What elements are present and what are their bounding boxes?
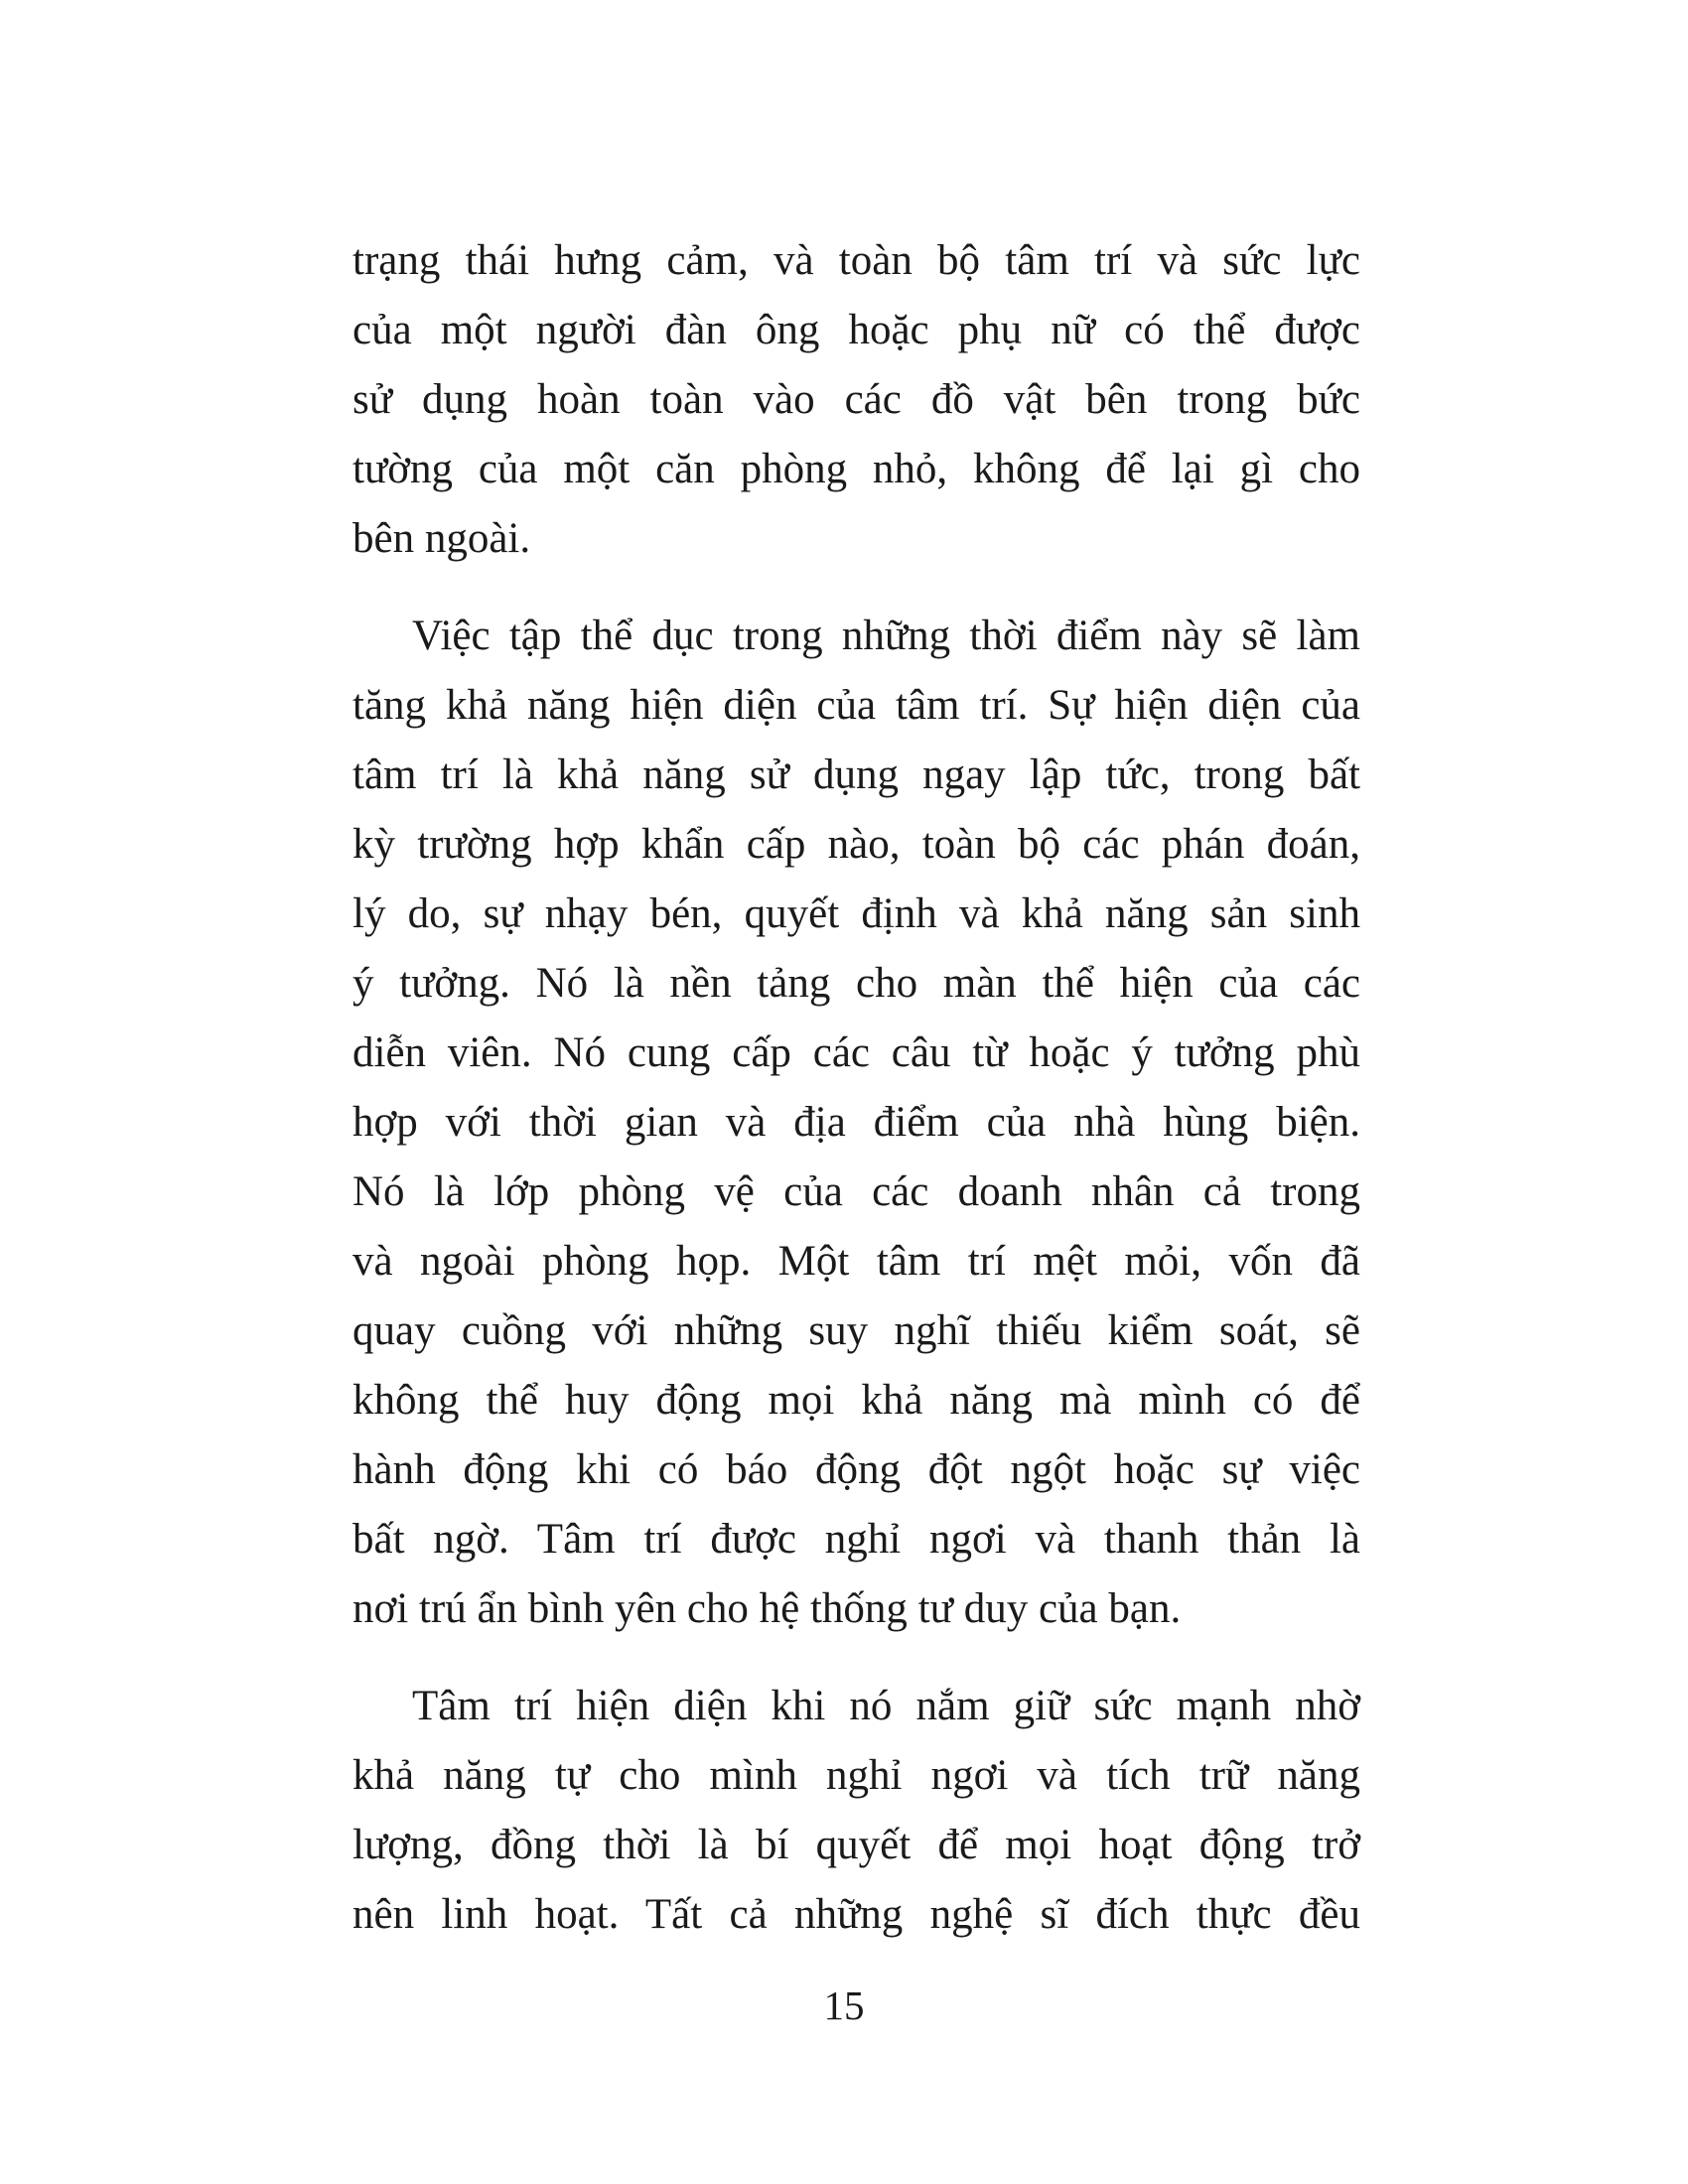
text-line: Việc tập thể dục trong những thời điểm này sẽ làm [412,613,1360,659]
text-line: trạng thái hưng cảm, và toàn bộ tâm trí và sức lực [352,237,1360,284]
text-line: ý tưởng. Nó là nền tảng cho màn thể hiện của các [352,960,1360,1007]
paragraph [352,602,1360,1644]
text-line: tâm trí là khả năng sử dụng ngay lập tức, trong bất [352,751,1360,798]
text-line: sử dụng hoàn toàn vào các đồ vật bên trong bức [352,376,1360,423]
text-line: và ngoài phòng họp. Một tâm trí mệt mỏi, vốn đã [352,1238,1360,1285]
text-line: bất ngờ. Tâm trí được nghỉ ngơi và thanh thản là [352,1516,1360,1563]
text-line: bên ngoài. [352,515,531,562]
page-number: 15 [823,1982,865,2028]
text-block [352,226,1360,1950]
text-line: kỳ trường hợp khẩn cấp nào, toàn bộ các phán đoán, [352,821,1360,868]
paragraph [352,226,1360,574]
text-line: Tâm trí hiện diện khi nó nắm giữ sức mạnh nhờ [412,1683,1360,1729]
text-line: lượng, đồng thời là bí quyết để mọi hoạt động trở [352,1822,1360,1868]
text-line: lý do, sự nhạy bén, quyết định và khả năng sản sinh [352,890,1360,937]
text-line: Nó là lớp phòng vệ của các doanh nhân cả trong [352,1168,1360,1215]
text-line: khả năng tự cho mình nghỉ ngơi và tích trữ năng [352,1752,1360,1799]
text-line: nên linh hoạt. Tất cả những nghệ sĩ đích thực đều [352,1891,1360,1938]
paragraph [352,1672,1360,1950]
text-line: hành động khi có báo động đột ngột hoặc sự việc [352,1446,1360,1493]
text-line: tường của một căn phòng nhỏ, không để lại gì cho [352,446,1360,492]
text-line: không thể huy động mọi khả năng mà mình có để [352,1377,1360,1424]
text-line: hợp với thời gian và địa điểm của nhà hùng biện. [352,1099,1360,1146]
text-line: diễn viên. Nó cung cấp các câu từ hoặc ý tưởng phù [352,1029,1360,1076]
text-line: tăng khả năng hiện diện của tâm trí. Sự hiện diện của [352,682,1360,729]
text-line: nơi trú ẩn bình yên cho hệ thống tư duy của bạn. [352,1585,1182,1632]
text-line: quay cuồng với những suy nghĩ thiếu kiểm soát, sẽ [352,1307,1360,1354]
text-line: của một người đàn ông hoặc phụ nữ có thể được [352,307,1360,353]
